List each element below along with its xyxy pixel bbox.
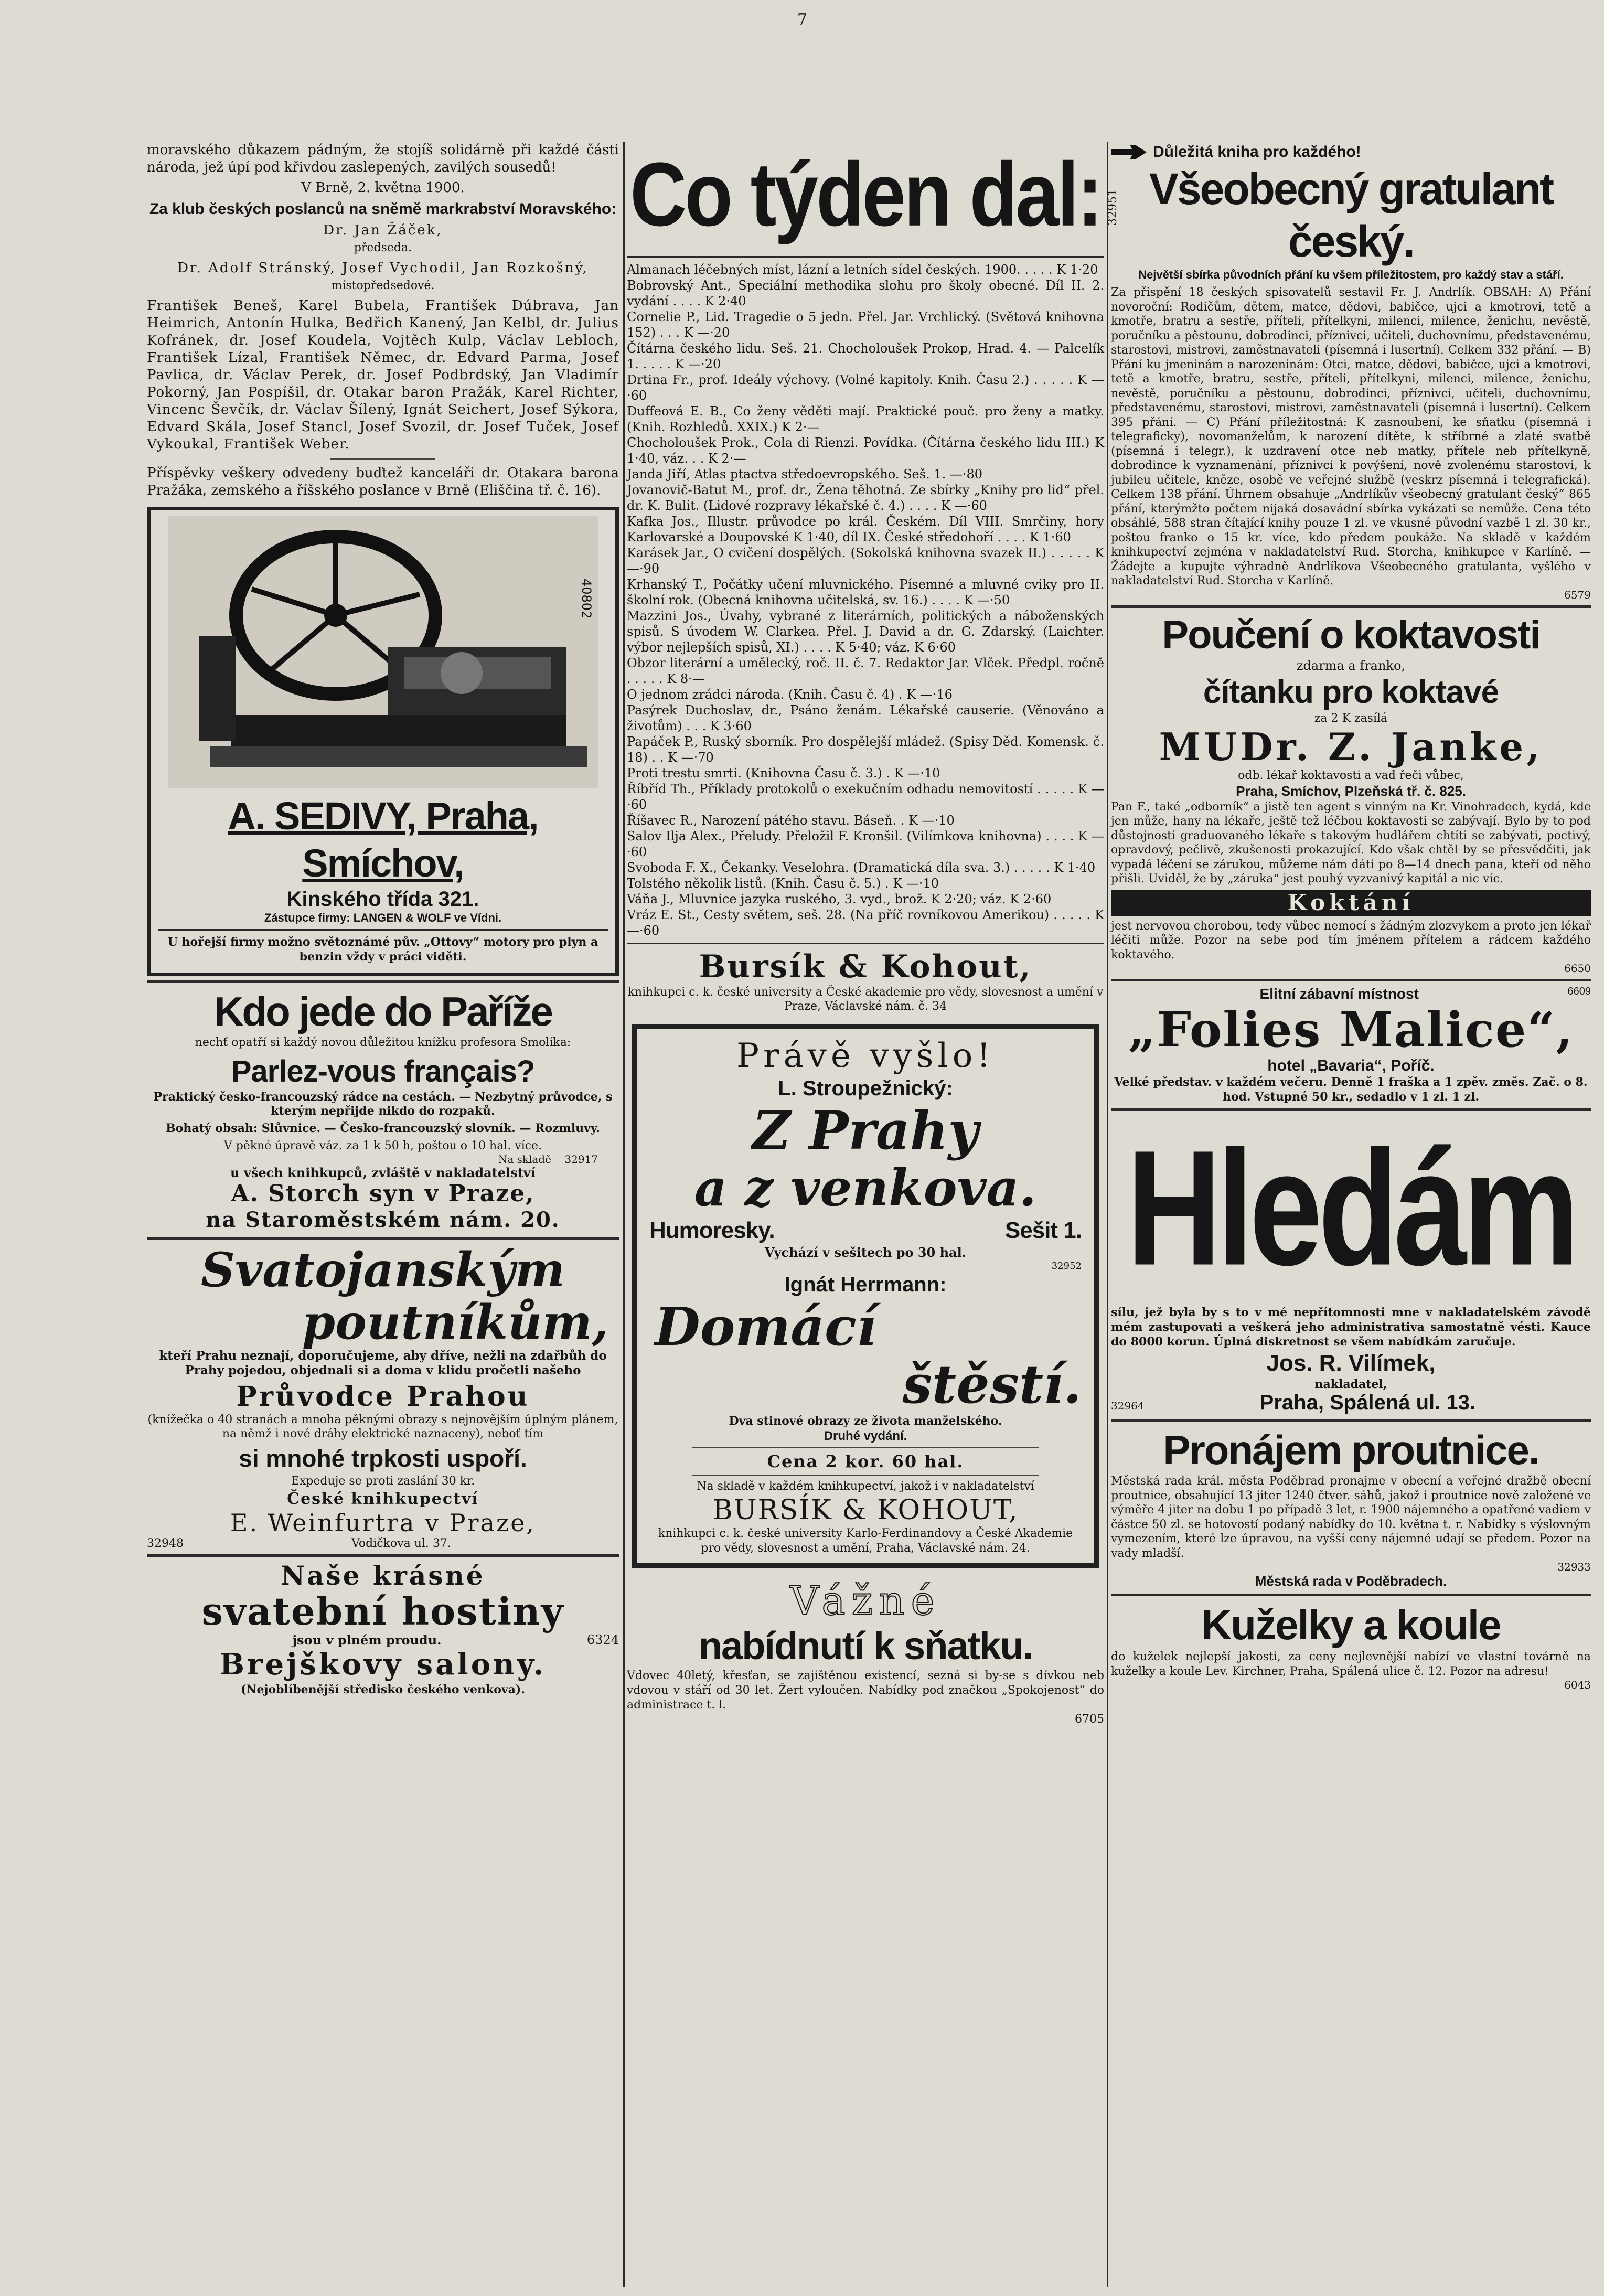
prave-author: L. Stroupežnický: (778, 1077, 953, 1100)
folies-name: „Folies Malice“, (1128, 1001, 1574, 1058)
gratulant-code: 6579 (1564, 588, 1591, 601)
pilgrims-body: kteří Prahu neznají, doporučujeme, aby dříve, nežli na zdařbůh do Prahy pojedou, objednali si a doma v klidu pročetli našeho (159, 1349, 607, 1377)
book-entry: Svoboda F. X., Čekanky. Veselohra. (Dramatická díla sva. 3.) . . . . . K 1·40 (627, 860, 1096, 875)
book-entry: Bobrovský Ant., Speciální methodika slohu pro školy obecné. Díl II. 2. vydání . . . . K 2·40 (627, 278, 1104, 308)
divider (627, 256, 1104, 258)
paris-stock-line (147, 1153, 619, 1166)
paris-shops: u všech knihkupců, zvláště v nakladatelství (230, 1165, 536, 1180)
chair-name: Dr. Jan Žáček, (323, 222, 443, 238)
hledam-address: Praha, Spálená ul. 13. (1259, 1391, 1475, 1414)
hledam-body: sílu, jež byla by s to v mé nepřítomnosti mne v nakladatelském závodě mém zastupovati a veškerá jeho administrativa samostatně vésti. Kauce do 8000 korun. Úplná diskretnost se všem nabídkám zaručuje. (1111, 1306, 1591, 1349)
book-entry: Kafka Jos., Illustr. průvodce po král. Českém. Díl VIII. Smrčiny, hory Karlovarské a Doupovské K 1·40, díl IX. České středohoří . . . . K 1·60 (627, 514, 1104, 544)
pilgrims-save: si mnohé trpkosti uspoří. (239, 1445, 527, 1472)
pilgrims-shop: České knihkupectví (287, 1490, 479, 1508)
prave-genre: Humoresky. (649, 1218, 775, 1243)
book-entry: Obzor literární a umělecký, roč. II. č. 7. Redaktor Jar. Vlček. Předpl. ročně . . . . . K 8·— (627, 656, 1104, 686)
divider (692, 1447, 1038, 1448)
book-entry: Váňa J., Mluvnice jazyka ruského, 3. vyd., brož. K 2·20; váz. K 2·60 (627, 892, 1052, 906)
book-entry: O jednom zrádci národa. (Knih. Času č. 4) . K —·16 (627, 687, 953, 702)
folies-lead: Elitní zábavní místnost (1259, 986, 1419, 1002)
wedding-title-2: svatební hostiny (201, 1589, 564, 1633)
appeal-text: moravského důkazem pádným, že stojíš solidárně při každé části národa, jež úpí pod křivdou zaslepených, zavilých sousedů! (147, 142, 619, 175)
hledam-name: Jos. R. Vilímek, (1266, 1350, 1436, 1376)
pronajem-sign: Městská rada v Poděbradech. (1255, 1573, 1447, 1589)
club-title: Za klub českých poslanců na sněmě markrabství Moravského: (149, 200, 617, 218)
book-entry: Chocholoušek Prok., Cola di Rienzi. Povídka. (Čítárna českého lidu III.) K 1·40, váz. . . K 2·— (627, 435, 1104, 466)
column-rule (623, 142, 625, 2287)
janke-name: MUDr. Z. Janke, (1159, 724, 1543, 769)
prave-title: Právě vyšlo! (736, 1037, 995, 1075)
column-middle (627, 142, 1119, 1726)
gratulant-lead: Důležitá kniha pro každého! (1153, 143, 1361, 161)
pointing-hand-icon (1111, 145, 1148, 159)
marriage-code: 6705 (1075, 1713, 1104, 1726)
vice-role: místopředsedové. (331, 279, 435, 292)
prave-issue: Sešit 1. (1004, 1218, 1082, 1243)
book-entry: Krhanský T., Počátky učení mluvnického. Písemné a mluvné cviky pro II. školní rok. (Obecná knihovna učitelská, sv. 16.) . . . . K —·50 (627, 577, 1104, 607)
pilgrims-footer (147, 1537, 619, 1550)
koktani-title: Koktání (1111, 890, 1591, 916)
book-entry: Cornelie P., Lid. Tragedie o 5 jedn. Přel. Jar. Vrchlický. (Světová knihovna 152) . . . K —·20 (627, 309, 1104, 340)
wedding-salons: Brejškovy salony. (219, 1647, 547, 1682)
book-list (627, 262, 1104, 938)
book-entry: Almanach léčebných míst, lázní a letních sídel českých. 1900. . . . . K 1·20 (627, 262, 1098, 277)
pronajem-title: Pronájem proutnice. (1163, 1427, 1539, 1473)
book-entry: Čítárna českého lidu. Seš. 21. Chocholoušek Prokop, Hrad. 4. — Palcelík 1. . . . . K —·20 (627, 341, 1104, 371)
paris-code: 32917 (564, 1153, 598, 1166)
janke-title: Poučení o koktavosti (1162, 612, 1540, 657)
paris-lead: nechť opatří si každý novou důležitou knížku profesora Smolíka: (195, 1036, 571, 1049)
pilgrims-desc: (knížečka o 40 stranách a mnoha pěknými obrazy s nejnovějším úplným plánem, na němž i nové dráhy elektrické naznaceny), neboť tím (147, 1413, 618, 1440)
prave-price-2: Cena 2 kor. 60 hal. (767, 1451, 964, 1471)
book-entry: Duffeová E. B., Co ženy věděti mají. Praktické pouč. pro ženy a matky. (Knih. Rozhledů. XXIX.) K 2·— (627, 404, 1104, 434)
divider (1111, 979, 1591, 981)
prave-edition: Druhé vydání. (824, 1429, 907, 1443)
prave-code: 32952 (1051, 1261, 1082, 1272)
divider (330, 458, 435, 460)
members-list: František Beneš, Karel Bubela, František Dúbrava, Jan Heimrich, Antonín Hulka, Bedřich Kanený, Jan Kelbl, dr. Julius Kofránek, dr. Josef Koudela, Vojtěch Kulp, Václav Lebloch, František Lízal, František Němec, dr. Edvard Parma, Josef Pavlica, dr. Václav Perek, dr. Josef Podbrdský, Jan Vladimír Pokorný, Jan Pospíšil, dr. Otakar baron Pražák, Karel Richter, Vincenc Ševčík, dr. Václav Šílený, Ignát Seichert, Josef Sýkora, Edvard Skála, Josef Stancl, Josef Svozil, dr. Josef Tuček, Josef Vykoukal, František Weber. (147, 298, 619, 452)
pronajem-body: Městská rada král. města Poděbrad pronajme v obecní a veřejné dražbě obecní proutnice, obsahující 13 jiter 1240 čtver. sáhů, jakož i proutnice nově založené ve výměře 4 jiter na dobu 1 po případě 3 let, r. 1900 nájemného a opatřené vadiem v částce 50 zl. se hotovostí podaný nabídky do 10. května t. r. Nabídky s výslovným vymezením, které lze úpravou, na vyšší ceny nájemné udají se předem. Pozor na vady mladší. (1111, 1475, 1591, 1560)
hledam-role: nakladatel, (1314, 1377, 1387, 1391)
paris-stock: Na skladě (498, 1153, 551, 1166)
prave-stock: Na skladě v každém knihkupectví, jakož i v nakladatelství (697, 1480, 1034, 1493)
janke-code: 6650 (1564, 962, 1591, 975)
divider (1111, 1419, 1591, 1422)
folies-body: Velké představ. v každém večeru. Denně 1 fraška a 1 zpěv. změs. Zač. o 8. hod. Vstupné 50 kr., sedadlo v 1 zl. 1 zl. (1114, 1075, 1588, 1104)
kuzelky-title: Kuželky a koule (1201, 1601, 1501, 1648)
kuzelky-code: 6043 (1564, 1679, 1591, 1691)
paris-contents: Bohatý obsah: Slůvnice. — Česko-francouzský slovník. — Rozmluvy. (166, 1122, 600, 1135)
dateline: V Brně, 2. května 1900. (301, 180, 465, 196)
paris-book: Parlez-vous français? (231, 1054, 535, 1088)
sediwy-code: 40802 (579, 579, 594, 619)
paris-desc: Praktický česko-francouzský rádce na cestách. — Nezbytný průvodce, s kterým nepřijde nikdo do rozpaků. (153, 1090, 613, 1118)
book-entry: Papáček P., Ruský sborník. Pro dospělejší mládež. (Spisy Děd. Komensk. č. 18) . . K —·70 (627, 734, 1104, 765)
page-mark: 7 (797, 10, 808, 29)
week-title: Co týden dal: (629, 143, 1102, 245)
book-entry: Říšavec R., Narození pátého stavu. Báseň. . K —·10 (627, 813, 955, 828)
prave-firm: BURSÍK & KOHOUT, (712, 1494, 1019, 1526)
janke-sends: za 2 K zasílá (1314, 711, 1388, 725)
book-entry: Vráz E. St., Cesty světem, seš. 28. (Na příč rovníkovou Amerikou) . . . . . K —·60 (627, 907, 1104, 938)
book-entry: Tolstého několik listů. (Knih. Času č. 5.) . K —·10 (627, 876, 939, 891)
folies-lead-line (1111, 986, 1591, 1002)
koktani-body: jest nervovou chorobou, tedy vůbec nemocí s žádným zlozvykem a proto jen lékař léčiti může. Pozor na sebe pod tím jménem přítelem a rádcem každého koktavého. (1111, 919, 1591, 962)
divider (147, 980, 619, 983)
hledam-code: 32964 (1111, 1400, 1145, 1412)
janke-free: zdarma a franko, (1296, 658, 1406, 673)
column-rule (1107, 142, 1108, 2287)
divider (692, 1475, 1038, 1476)
paris-price: V pěkné úpravě váz. za 1 k 50 h, poštou o 10 hal. více. (223, 1139, 542, 1152)
bursik-text: knihkupci c. k. české university a České akademie pro vědy, slovesnost a umění v Praze, Václavské nám. č. 34 (627, 986, 1104, 1013)
contribution-note: Příspěvky veškery odvedeny buďtež kanceláři dr. Otakara barona Pražáka, zemského a říšského poslance v Brně (Eliščina tř. č. 16). (147, 465, 619, 498)
gas-engine-illustration (168, 516, 598, 788)
sediwy-ad (147, 507, 619, 976)
book-entry: Říbříd Th., Příklady protokolů o exekučním odhadu nemovitostí . . . . . K —·60 (627, 782, 1104, 812)
divider (627, 943, 1104, 944)
prave-book-4: štěstí. (902, 1353, 1082, 1415)
gratulant-lead-line (1111, 142, 1591, 163)
book-entry: Mazzini Jos., Úvahy, vybrané z literárních, politických a náboženských spisů. S úvodem W. Clarkea. Přel. J. David a dr. G. Zdarský. (Laichter. výbor nejlepších spisů, XI.) . . . . K 5·40; váz. K 6·60 (627, 608, 1104, 655)
gratulant-body: Za přispění 18 českých spisovatelů sestavil Fr. J. Andrlík. OBSAH: A) Přání novoroční: Rodičům, dětem, matce, dědovi, babičce, ujci a kmotrovi, tetě a kmotře, bratru a sestře, příteli, přítelkyni, milenci, milence, ženichu, nevěstě, poručníku a pěstounu, dobrodinci, příznivci, učiteli, duchovnímu, představenému, starostovi, mistrovi, zaměstnavateli (písemná i lusertní). Celkem 332 přání. — B) Přání ku jmeninám a narozeninám: Otci, matce, dědovi, babičce, ujci a kmotrovi, tetě a kmotře, bratru, sestře, příteli, přítelkyni, milenci, milence, ženichu, nevěstě, poručníku a pěstounu, dobrodinci, příznivci, učiteli, duchovnímu, představenému, starostovi, mistrovi, zaměstnavateli (písemná i lusertní). Celkem 395 přání. — C) Přání příležitostná: K zasnoubení, ke sňatku (písemná i telegraficky), novomanželům, k narození dítěte, k stříbrné a zlaté svatbě (písemná i telegr.), k uzdravení otce neb matky, přítele neb přítelkyně, dobrodince k vyznamenání, příznivci k povýšení, nově zvolenému starostovi, k jubileu učitele, kněze, osobě ve veřejné službě (veskrz písemná i telegrafická). Celkem 138 přání. Úhrnem obsahuje „Andrlíkův všeobecný gratulant český“ 865 přání, kterýmžto počtem nijaká dosavádní sbírka vykázati se nemůže. Cena této obsáhlé, 588 stran čítající knihy pouze 1 zl. ve vkusné původní vazbě 1 zl. 30 kr., poštou franko o 15 kr. více, kdo předem poukáže. Na skladě v každém knihkupectví zejména v nakladatelství Rud. Storcha, knihkupce v Karlíně. — Žádejte a kupujte výhradně Andrlíkova Všeobecného gratulanta, vyšlého v nakladatelství Rud. Storcha v Karlíně. (1111, 286, 1591, 588)
paris-place: na Staroměstském nám. 20. (206, 1208, 560, 1232)
prave-sub: Dva stinové obrazy ze života manželského. (729, 1414, 1002, 1428)
wedding-line (147, 1632, 619, 1648)
wedding-code: 6324 (586, 1632, 619, 1647)
chair-role: předseda. (354, 241, 412, 254)
divider (158, 929, 608, 931)
book-entry: Proti trestu smrti. (Knihovna Času č. 3.) . K —·10 (627, 766, 940, 781)
divider (1111, 1108, 1591, 1111)
book-entry: Karásek Jar., O cvičení dospělých. (Sokolská knihovna svazek II.) . . . . . K —·90 (627, 546, 1104, 576)
week-header (627, 142, 1119, 252)
wedding-title-1: Naše krásné (281, 1560, 485, 1591)
prave-book-1: Z Prahy (752, 1099, 979, 1161)
prave-vyslo-ad (632, 1024, 1099, 1568)
pilgrims-price: Expeduje se proti zaslání 30 kr. (291, 1475, 475, 1488)
janke-body: Pan F., také „odborník“ a jistě ten agent s vinným na Kr. Vinohradech, kydá, kde jen může, hany na lékaře, ještě tež léčbou koktavosti se zabývají. Bylo by to pod důstojnosti graduovaného lékaře s takovým hudlářem chtíti se zabývati, poctivý, opravdový, pečlivě, zkušenosti prokazující. Kdo však chtěl by se přesvědčiti, jak vypadá léčení se zárukou, můžeme nám dáti po 8—14 dnech pana, kteří od něho přišli. Uviděl, že by „záruka“ jest pouhý vyzvanivý kapitál a nic víc. (1111, 800, 1591, 885)
prave-book-2: a z venkova. (694, 1158, 1037, 1218)
gratulant-title: Všeobecný gratulant český. (1149, 164, 1553, 266)
gratulant-sub: Největší sbírka původních přání ku všem příležitostem, pro každý stav a stáří. (1138, 268, 1564, 281)
prave-firm-text: knihkupci c. k. české university Karlo-Ferdinandovy a České Akademie pro vědy, slovesnost a umění, Praha, Václavské nám. 24. (658, 1527, 1073, 1555)
prave-price: Vychází v sešitech po 30 hal. (764, 1245, 967, 1260)
marriage-body: Vdovec 40letý, křesťan, se zajištěnou existencí, sezná si by-se s dívkou neb vdovou v stáří od 30 let. Žert vyloučen. Nabídky pod značkou „Spokojenost“ do administrace t. l. (627, 1669, 1104, 1712)
column-left (147, 142, 619, 1702)
week-code: 32951 (1106, 189, 1119, 226)
book-entry: Pasýrek Duchoslav, dr., Psáno ženám. Lékařské causerie. (Věnováno a životům) . . . K 3·60 (627, 703, 1104, 733)
column-right (1111, 142, 1591, 1691)
paris-firm: A. Storch syn v Praze, (231, 1180, 535, 1207)
wedding-note: (Nejoblíbenější středisko českého venkova). (241, 1683, 525, 1696)
marriage-title-2: nabídnutí k sňatku. (698, 1624, 1033, 1668)
pronajem-code: 32933 (1557, 1561, 1591, 1573)
folies-code: 6609 (1567, 986, 1591, 997)
hledam-title: Hledám (1126, 1116, 1576, 1299)
divider (147, 1554, 619, 1557)
sediwy-agent: Zástupce firmy: LANGEN & WOLF ve Vídni. (264, 911, 502, 924)
sediwy-firm: A. SEDIVY, Praha, Smíchov, (228, 794, 538, 885)
prave-book-3: Domácí (655, 1296, 876, 1358)
pilgrims-title-2: poutníkům, (302, 1295, 608, 1350)
hledam-footer (1111, 1391, 1591, 1415)
divider (1111, 605, 1591, 608)
janke-desc: odb. lékař koktavosti a vad řeči vůbec, (1238, 768, 1464, 782)
prave-author-2: Ignát Herrmann: (784, 1273, 947, 1296)
pilgrims-title-1: Svatojanským (200, 1242, 565, 1298)
marriage-title-1: Vážné (790, 1577, 941, 1624)
wedding-flow: jsou v plném proudu. (292, 1632, 442, 1648)
pilgrims-code: 32948 (147, 1537, 184, 1550)
sediwy-address: Kinského třída 321. (286, 888, 479, 911)
divider (147, 1237, 619, 1240)
kuzelky-body: do kuželek nejlepší jakosti, za ceny nejlevnější nabízí ve vlastní továrně na kuželky a koule Lev. Kirchner, Praha, Spálená ulice č. 12. Pozor na adresu! (1111, 1650, 1591, 1678)
pilgrims-owner: E. Weinfurtra v Praze, (230, 1509, 536, 1537)
book-entry: Janda Jiří, Atlas ptactva středoevropského. Seš. 1. —·80 (627, 467, 982, 482)
pilgrims-street: Vodičkova ul. 37. (351, 1537, 451, 1550)
janke-address: Praha, Smíchov, Plzeňská tř. č. 825. (1236, 783, 1466, 799)
folies-hotel: hotel „Bavaria“, Poříč. (1267, 1057, 1435, 1074)
bursik-name: Bursík & Kohout, (699, 948, 1032, 985)
divider (1111, 1594, 1591, 1596)
book-entry: Salov Ilja Alex., Přeludy. Přeložil F. Kronšil. (Vilímkova knihovna) . . . . K —·60 (627, 829, 1104, 859)
book-entry: Drtina Fr., prof. Ideály výchovy. (Volné kapitoly. Knih. Času 2.) . . . . . K —·60 (627, 372, 1104, 403)
vice-names: Dr. Adolf Stránský, Josef Vychodil, Jan Rozkošný, (177, 260, 589, 276)
pilgrims-guide: Průvodce Prahou (236, 1381, 530, 1413)
janke-reader: čítanku pro koktavé (1203, 674, 1499, 710)
sediwy-note: U hořejší firmy možno světoznámé pův. „Ottovy“ motory pro plyn a benzin vždy v práci viděti. (167, 935, 598, 964)
book-entry: Jovanovič-Batut M., prof. dr., Žena těhotná. Ze sbírky „Knihy pro lid“ přel. dr. K. Bulit. (Lidové rozpravy lékařské č. 4.) . . . . K —·60 (627, 483, 1104, 513)
paris-title: Kdo jede do Paříže (214, 988, 552, 1034)
prave-line (649, 1216, 1082, 1245)
